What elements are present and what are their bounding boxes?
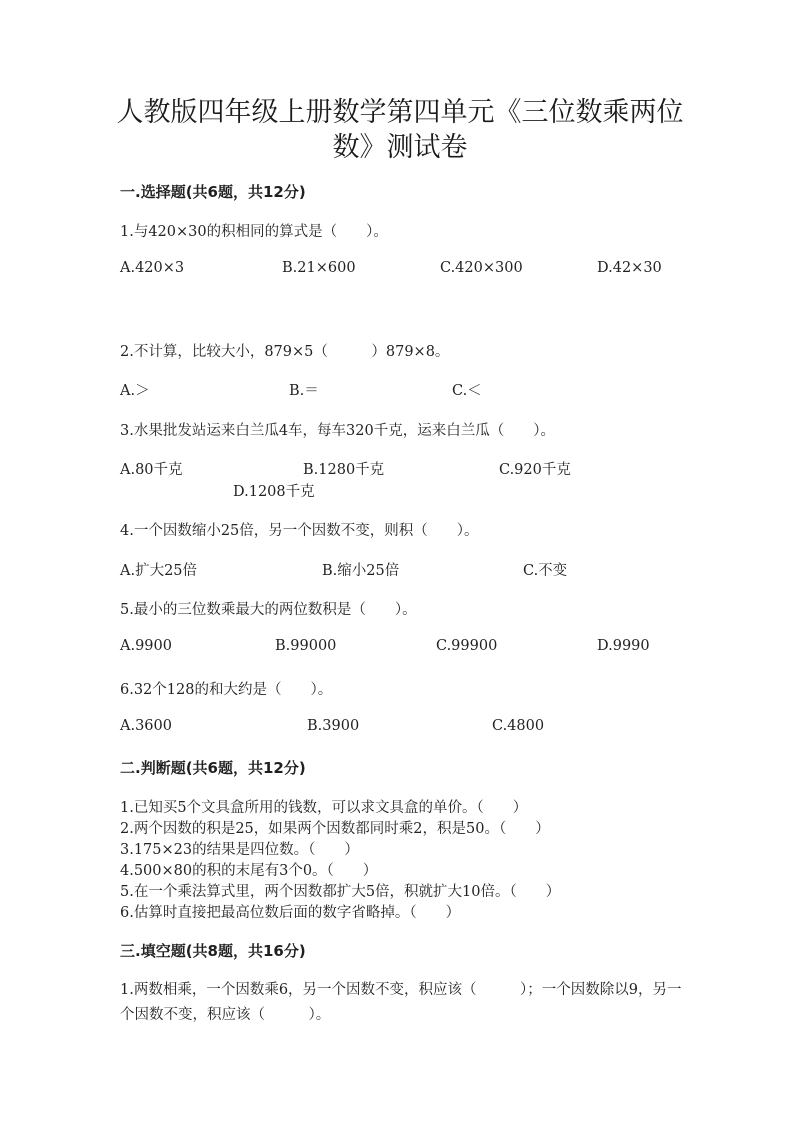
choice-6-option-b: B.3900 — [307, 718, 360, 734]
choice-2-option-b: B.＝ — [289, 383, 319, 399]
paper-title-line-1: 人教版四年级上册数学第四单元《三位数乘两位 — [116, 97, 684, 128]
choice-3-option-b: B.1280千克 — [303, 462, 385, 478]
section-heading-judge: 二.判断题(共6题，共12分) — [120, 759, 306, 777]
choice-question-3: 3.水果批发站运来白兰瓜4车，每车320千克，运来白兰瓜（ ）。 — [120, 423, 555, 439]
choice-5-option-c: C.99900 — [436, 638, 498, 654]
judge-item-3: 3.175×23的结果是四位数。（ ） — [120, 842, 359, 858]
choice-1-option-c: C.420×300 — [440, 260, 523, 276]
choice-4-option-c: C.不变 — [523, 563, 568, 579]
judge-item-2: 2.两个因数的积是25，如果两个因数都同时乘2，积是50。（ ） — [120, 821, 550, 837]
choice-question-1: 1.与420×30的积相同的算式是（ ）。 — [120, 224, 388, 240]
choice-2-option-a: A.＞ — [120, 383, 150, 399]
choice-1-option-d: D.42×30 — [597, 260, 662, 276]
fill-question-1: 1.两数相乘，一个因数乘6，另一个因数不变，积应该（ ）；一个因数除以9，另一个因数不变，积应该（ ）。 — [120, 982, 682, 1023]
choice-3-option-d: D.1208千克 — [233, 484, 315, 500]
choice-3-option-c: C.920千克 — [499, 462, 571, 478]
judge-item-1: 1.已知买5个文具盒所用的钱数，可以求文具盒的单价。（ ） — [120, 800, 528, 816]
choice-6-option-a: A.3600 — [120, 718, 172, 734]
choice-5-option-b: B.99000 — [275, 638, 337, 654]
choice-5-option-a: A.9900 — [120, 638, 172, 654]
choice-1-option-a: A.420×3 — [120, 260, 185, 276]
section-heading-fill: 三.填空题(共8题，共16分) — [120, 942, 306, 960]
choice-question-5: 5.最小的三位数乘最大的两位数积是（ ）。 — [120, 602, 417, 618]
judge-item-6: 6.估算时直接把最高位数后面的数字省略掉。（ ） — [120, 905, 461, 921]
choice-5-option-d: D.9990 — [597, 638, 650, 654]
choice-question-2: 2.不计算，比较大小，879×5（ ）879×8。 — [120, 344, 450, 360]
judge-item-4: 4.500×80的积的末尾有3个0。（ ） — [120, 863, 378, 879]
choice-1-option-b: B.21×600 — [282, 260, 356, 276]
choice-6-option-c: C.4800 — [492, 718, 545, 734]
section-heading-choice: 一.选择题(共6题，共12分) — [120, 183, 306, 201]
choice-question-4: 4.一个因数缩小25倍，另一个因数不变，则积（ ）。 — [120, 523, 479, 539]
paper-title-line-2: 数》测试卷 — [332, 132, 468, 163]
choice-3-option-a: A.80千克 — [120, 462, 183, 478]
choice-question-6: 6.32个128的和大约是（ ）。 — [120, 682, 333, 698]
choice-4-option-b: B.缩小25倍 — [322, 563, 400, 579]
judge-item-5: 5.在一个乘法算式里，两个因数都扩大5倍，积就扩大10倍。（ ） — [120, 884, 561, 900]
choice-4-option-a: A.扩大25倍 — [120, 563, 198, 579]
choice-2-option-c: C.＜ — [452, 383, 482, 399]
